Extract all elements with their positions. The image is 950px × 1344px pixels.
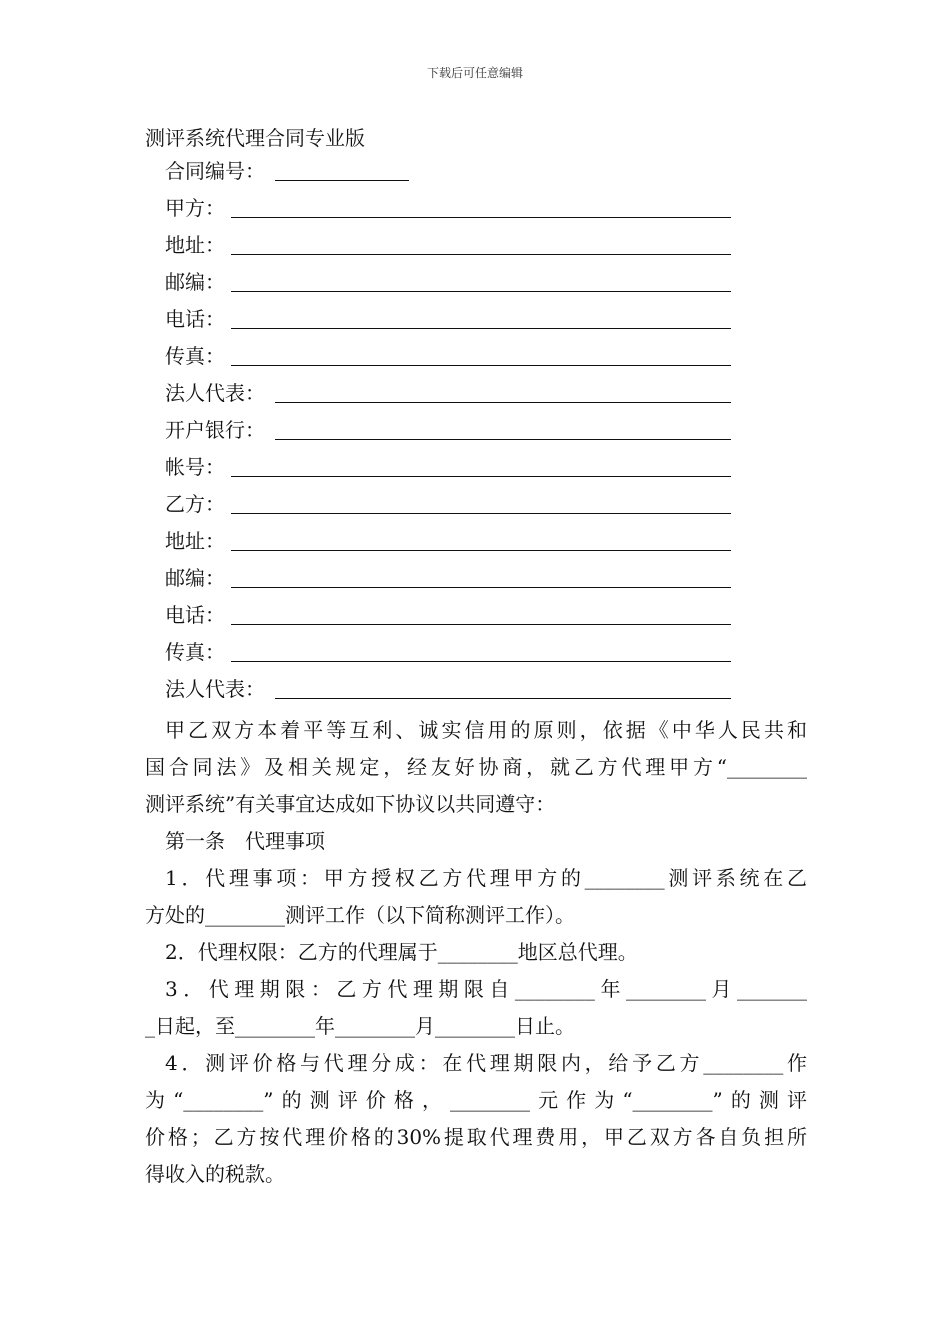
- blank-line: [231, 328, 731, 329]
- article-heading: [145, 823, 807, 860]
- document-title: 测评系统代理合同专业版: [145, 126, 365, 150]
- field-label: 合同编号：: [165, 159, 265, 183]
- field-label: 邮编：: [165, 566, 225, 590]
- blank-line: [231, 291, 731, 292]
- field-label: 地址：: [165, 529, 225, 553]
- clause-2: [145, 934, 807, 971]
- field-label: 甲方：: [165, 196, 225, 220]
- field-label: 传真：: [165, 640, 225, 664]
- blank-line: [275, 698, 731, 699]
- page-header: 下载后可任意编辑: [426, 66, 523, 80]
- clause-4: [145, 1045, 807, 1193]
- paragraph-line: 4．测评价格与代理分成：在代理期限内，给予乙方________作: [165, 1051, 807, 1075]
- field-label: 邮编：: [165, 270, 225, 294]
- blank-line: [231, 550, 731, 551]
- paragraph-line: 方处的________测评工作（以下简称测评工作）。: [145, 903, 575, 927]
- field-label: 开户银行：: [165, 418, 265, 442]
- clause-1: [145, 860, 807, 934]
- paragraph-line: 2．代理权限：乙方的代理属于________地区总代理。: [165, 940, 638, 964]
- paragraph-line: 国合同法》及相关规定，经友好协商，就乙方代理甲方“________: [145, 755, 807, 779]
- paragraph-line: 3．代理期限：乙方代理期限自________年________月_______: [165, 977, 807, 1001]
- field-label: 法人代表：: [165, 381, 265, 405]
- field-label: 乙方：: [165, 492, 225, 516]
- field-label: 电话：: [165, 603, 225, 627]
- blank-line: [231, 476, 731, 477]
- paragraph-line: _日起，至________年________月________日止。: [145, 1014, 575, 1038]
- blank-line: [231, 217, 731, 218]
- blank-line: [231, 365, 731, 366]
- blank-line: [231, 254, 731, 255]
- blank-line: [275, 402, 731, 403]
- intro-paragraph: [145, 712, 807, 823]
- paragraph-line: 测评系统”有关事宜达成如下协议以共同遵守：: [145, 792, 556, 816]
- field-label: 帐号：: [165, 455, 225, 479]
- field-label: 法人代表：: [165, 677, 265, 701]
- blank-line: [231, 587, 731, 588]
- paragraph-line: 1．代理事项：甲方授权乙方代理甲方的________测评系统在乙: [165, 866, 807, 890]
- blank-line: [231, 661, 731, 662]
- blank-line: [275, 439, 731, 440]
- paragraph-line: 为“________”的测评价格，________元作为“________”的测评: [145, 1088, 807, 1112]
- paragraph-line: 得收入的税款。: [145, 1162, 285, 1186]
- field-label: 地址：: [165, 233, 225, 257]
- field-label: 电话：: [165, 307, 225, 331]
- clause-3: [145, 971, 807, 1045]
- field-label: 传真：: [165, 344, 225, 368]
- blank-line: [231, 513, 731, 514]
- blank-line: [231, 624, 731, 625]
- blank-line: [275, 180, 409, 181]
- paragraph-line: 价格；乙方按代理价格的30%提取代理费用，甲乙双方各自负担所: [145, 1125, 807, 1149]
- paragraph-line: 甲乙双方本着平等互利、诚实信用的原则，依据《中华人民共和: [165, 718, 807, 742]
- article-1-heading: 第一条 代理事项: [165, 829, 325, 853]
